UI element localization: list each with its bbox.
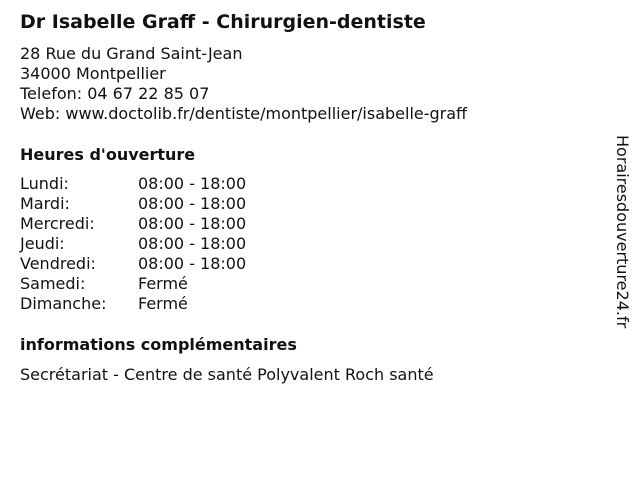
website-link: Web: www.doctolib.fr/dentiste/montpellier/isabelle-graff <box>20 104 468 123</box>
day-label: Mardi: <box>20 194 70 213</box>
hours-row-friday <box>20 254 246 274</box>
hours-value: 08:00 - 18:00 <box>138 234 247 253</box>
address-block <box>20 44 467 124</box>
watermark-text: Horairesdouverture24.fr <box>613 135 632 329</box>
hours-row-monday <box>20 174 246 194</box>
city-address: 34000 Montpellier <box>20 64 166 83</box>
hours-value: Fermé <box>138 294 188 313</box>
hours-value: Fermé <box>138 274 188 293</box>
street-address: 28 Rue du Grand Saint-Jean <box>20 44 243 63</box>
hours-value: 08:00 - 18:00 <box>138 214 247 233</box>
info-heading: informations complémentaires <box>20 335 297 354</box>
day-label: Samedi: <box>20 274 86 293</box>
day-label: Vendredi: <box>20 254 96 273</box>
hours-row-wednesday <box>20 214 246 234</box>
info-text: Secrétariat - Centre de santé Polyvalent Roch santé <box>20 365 434 384</box>
phone-number: Telefon: 04 67 22 85 07 <box>20 84 210 103</box>
day-label: Dimanche: <box>20 294 107 313</box>
page-title: Dr Isabelle Graff - Chirurgien-dentiste <box>20 11 426 33</box>
hours-row-thursday <box>20 234 246 254</box>
day-label: Jeudi: <box>20 234 65 253</box>
hours-heading: Heures d'ouverture <box>20 145 196 164</box>
hours-row-sunday <box>20 294 246 314</box>
hours-table <box>20 174 246 314</box>
hours-row-tuesday <box>20 194 246 214</box>
hours-row-saturday <box>20 274 246 294</box>
hours-value: 08:00 - 18:00 <box>138 194 247 213</box>
hours-value: 08:00 - 18:00 <box>138 254 247 273</box>
day-label: Mercredi: <box>20 214 95 233</box>
hours-value: 08:00 - 18:00 <box>138 174 247 193</box>
day-label: Lundi: <box>20 174 69 193</box>
